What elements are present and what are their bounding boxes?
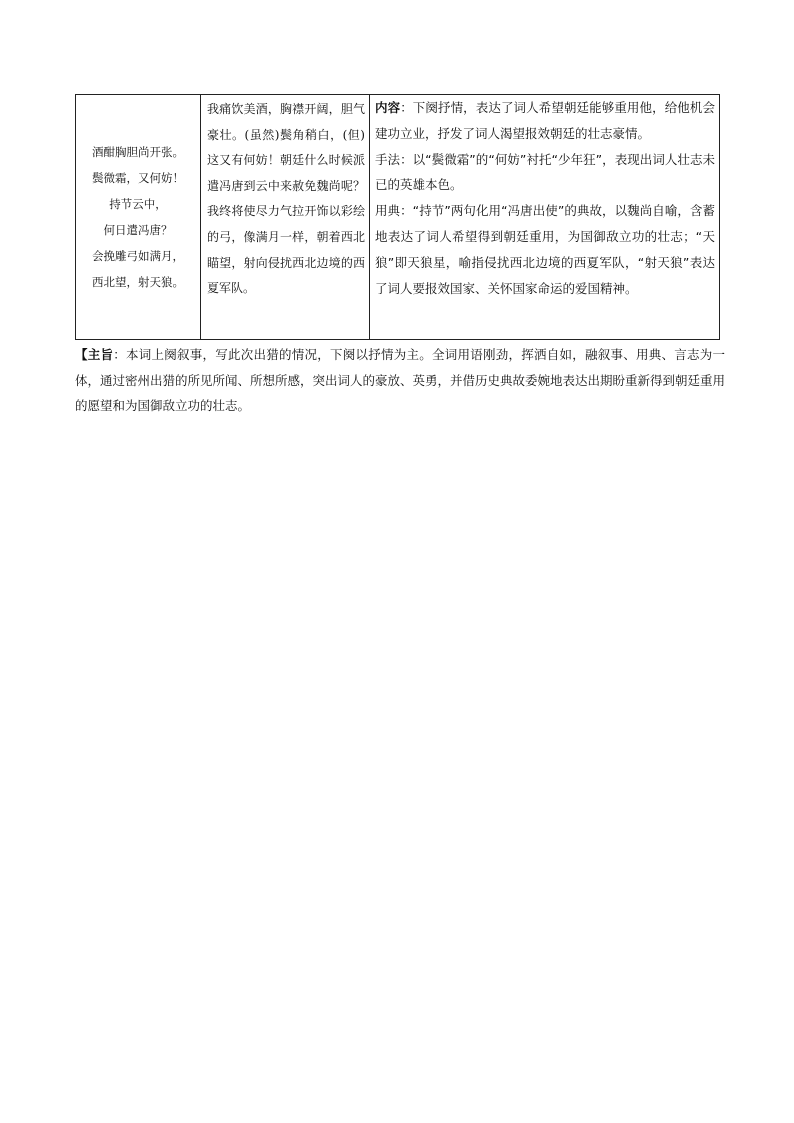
table-row [76, 95, 720, 340]
note-allusion-label: 用典 [375, 203, 401, 219]
note-content-label: 内容 [375, 100, 401, 115]
note-content [375, 95, 715, 147]
poem-analysis-table [75, 94, 720, 340]
translation-text: 我痛饮美酒，胸襟开阔，胆气豪壮。(虽然)鬓角稍白，(但)这又有何妨！朝廷什么时候派遣冯唐到云中来赦免魏尚呢？我终将使尽力气拉开饰以彩绘的弓，像满月一样，朝着西北瞄望，射向侵扰西北边境的西夏军队。 [207, 102, 365, 296]
note-method-label: 手法 [375, 151, 401, 167]
note-content-text: ：下阕抒情，表达了词人希望朝廷能够重用他，给他机会建功立业，抒发了词人渴望报效朝廷的壮志豪情。 [375, 100, 715, 141]
original-lines [76, 119, 200, 315]
notes-cell [370, 95, 720, 340]
original-line: 持节云中， [109, 197, 167, 211]
note-allusion-text: ：“持节”两句化用“冯唐出使”的典故，以魏尚自喻，含蓄地表达了词人希望得到朝廷重用，为国御敌立功的壮志；“天狼”即天狼星，喻指侵扰西北边境的西夏军队，“射天狼”表达了词人要报效国家、关怀国家命运的爱国精神。 [375, 203, 715, 296]
summary-label: 【主旨 [75, 347, 114, 362]
original-line: 会挽雕弓如满月， [92, 249, 184, 263]
original-text-cell [76, 95, 201, 340]
note-method-text: ：以“鬓微霜”的“何妨”衬托“少年狂”，表现出词人壮志未已的英雄本色。 [375, 151, 715, 193]
summary-text: ：本词上阕叙事，写此次出猎的情况，下阕以抒情为主。全词用语刚劲，挥洒自如，融叙事、用典、言志为一体，通过密州出猎的所见所闻、所想所感，突出词人的豪放、英勇，并借历史典故委婉地表达出期盼重新得到朝廷重用的愿望和为国御敌立功的壮志。 [75, 347, 726, 414]
notes-block [370, 95, 719, 301]
original-line: 鬓微霜，又何妨！ [92, 171, 184, 185]
original-line: 西北望，射天狼。 [92, 275, 184, 289]
original-line: 何日遣冯唐？ [103, 223, 173, 237]
original-line: 酒酣胸胆尚开张。 [92, 145, 184, 159]
theme-summary [75, 342, 725, 419]
note-allusion [375, 198, 715, 301]
note-method [375, 147, 715, 199]
translation-cell [201, 95, 370, 340]
